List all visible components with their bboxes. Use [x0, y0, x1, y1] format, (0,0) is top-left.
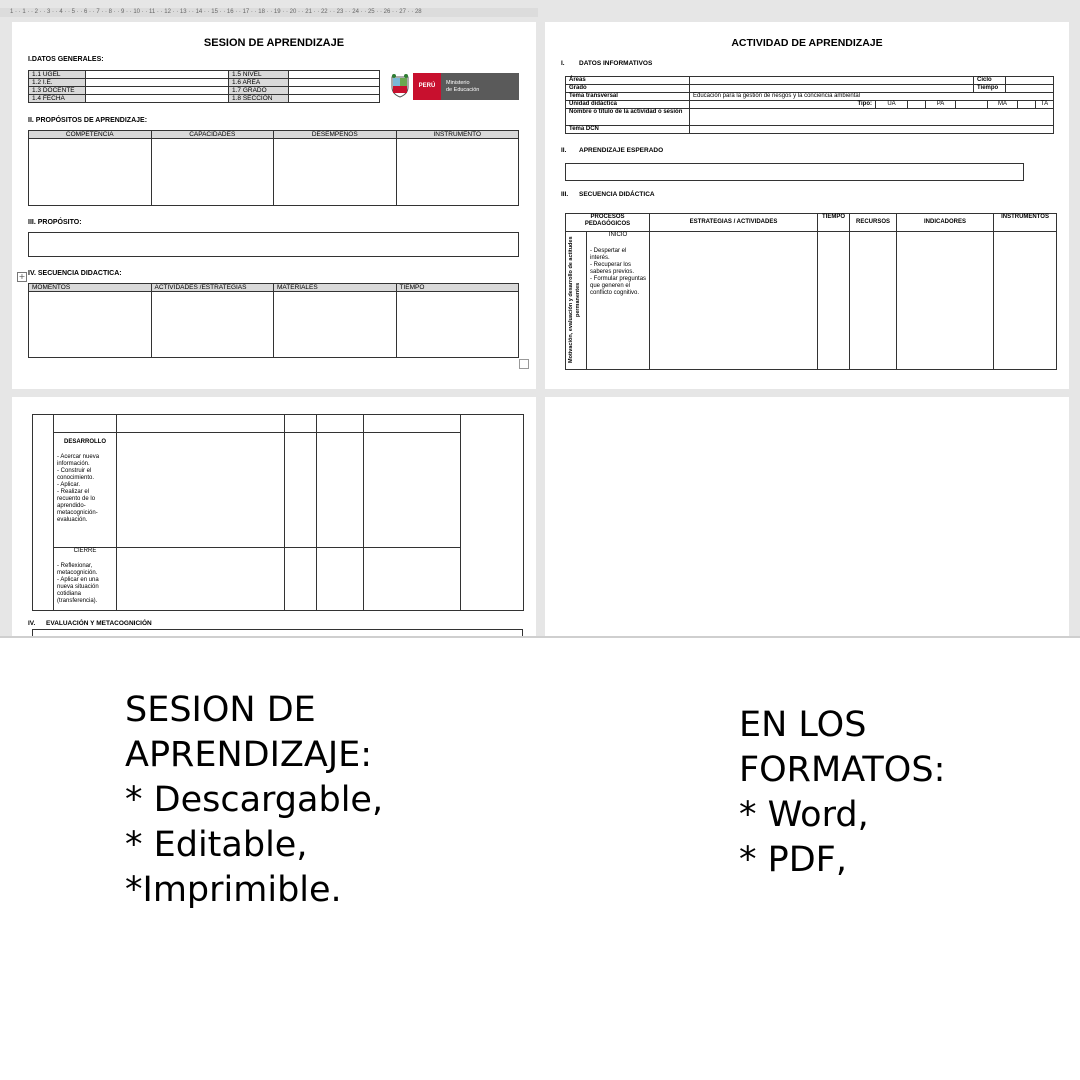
expected-learning-box[interactable]: [565, 163, 1024, 181]
column-header: PROCESOS PEDAGÓGICOS: [566, 214, 650, 232]
ministry-name-line: de Educación: [446, 86, 480, 93]
promo-line: * Editable,: [125, 825, 308, 865]
inicio-title: INICIO: [608, 232, 628, 238]
purposes-table: [28, 130, 519, 206]
table-cell-input[interactable]: [151, 139, 274, 206]
vertical-label: Motivación, evaluación y desarrollo de actitudes permanentes: [568, 236, 581, 364]
table-cell-input[interactable]: [285, 433, 317, 548]
column-header: TIEMPO: [396, 284, 519, 292]
table-cell-input[interactable]: [274, 139, 397, 206]
table-cell-label: 1.4 FECHA: [29, 95, 86, 103]
table-row: [566, 93, 1054, 101]
section-number: III.: [561, 191, 569, 198]
table-move-handle-icon[interactable]: +: [18, 272, 26, 281]
promo-line: FORMATOS:: [739, 750, 946, 790]
table-row: [566, 126, 1054, 134]
column-header: ESTRATEGIAS / ACTIVIDADES: [650, 214, 818, 232]
table-cell-input[interactable]: [117, 433, 285, 548]
table-cell-input[interactable]: [690, 77, 974, 85]
column-header: CAPACIDADES: [151, 131, 274, 139]
section-number: I.: [561, 60, 565, 67]
page-actividad-de-aprendizaje[interactable]: [545, 22, 1069, 389]
table-cell-label: Áreas: [566, 77, 690, 85]
table-cell-label: 1.6 AREA: [229, 79, 289, 87]
column-header: INDICADORES: [897, 214, 994, 232]
table-cell-input[interactable]: [86, 95, 229, 103]
didactic-sequence-table: [565, 213, 1057, 370]
option-checkbox[interactable]: [908, 101, 926, 109]
table-cell-input[interactable]: [396, 139, 519, 206]
table-cell-input[interactable]: [86, 87, 229, 95]
table-row: [29, 79, 380, 87]
table-cell-input[interactable]: [86, 79, 229, 87]
option-ua: UA: [876, 101, 908, 109]
table-cell-input[interactable]: [690, 109, 1054, 126]
informative-data-table: [565, 76, 1054, 134]
section-number: IV.: [28, 620, 36, 627]
table-cell-input[interactable]: [54, 415, 117, 433]
table-cell-input[interactable]: [289, 71, 380, 79]
page-title: ACTIVIDAD DE APRENDIZAJE: [731, 37, 883, 49]
cierre-cell: [54, 548, 117, 611]
desarrollo-title: DESARROLLO: [64, 439, 106, 445]
table-row: [33, 548, 524, 611]
list-item: - Aplicar en una nueva situación cotidiana (transferencia).: [57, 577, 113, 605]
promo-line: APRENDIZAJE:: [125, 735, 373, 775]
promo-formats: [739, 703, 1069, 883]
column-header: TIEMPO: [818, 214, 850, 232]
list-item: - Realizar el recuento de lo aprendido-metacognición-evaluación.: [57, 489, 113, 524]
table-row: [33, 433, 524, 548]
column-header: COMPETENCIA: [29, 131, 152, 139]
column-header: RECURSOS: [850, 214, 897, 232]
promo-line: SESION DE: [125, 690, 316, 730]
table-cell-label: Tipo:: [690, 101, 876, 109]
page-title: SESION DE APRENDIZAJE: [203, 37, 345, 49]
section-heading-secuencia: IV. SECUENCIA DIDACTICA:: [28, 270, 122, 277]
cierre-title: CIERRE: [73, 548, 97, 554]
peru-coat-of-arms-icon: [390, 74, 410, 98]
table-row: [566, 109, 1054, 126]
table-cell-input[interactable]: [285, 548, 317, 611]
status-bar: [0, 636, 1080, 638]
column-header: DESEMPEÑOS: [274, 131, 397, 139]
table-cell-label: 1.8 SECCIÓN: [229, 95, 289, 103]
table-row: [33, 415, 524, 433]
general-data-table: [28, 70, 380, 103]
option-checkbox[interactable]: [956, 101, 988, 109]
table-row: [566, 77, 1054, 85]
table-cell-input[interactable]: [461, 415, 524, 611]
ministry-name-line: Ministerio: [446, 80, 470, 86]
table-cell-input[interactable]: [274, 292, 397, 358]
table-cell-label: Ciclo: [974, 77, 1006, 85]
list-item: - Recuperar los saberes previos.: [590, 262, 646, 276]
table-cell-label: Tema DCN: [566, 126, 690, 134]
section-number: II.: [561, 147, 567, 154]
section-heading-proposito: III. PROPÓSITO:: [28, 219, 82, 226]
table-cell-input[interactable]: [117, 548, 285, 611]
table-cell-input[interactable]: [690, 85, 974, 93]
column-header: MOMENTOS: [29, 284, 152, 292]
column-header: ACTIVIDADES /ESTRATEGIAS: [151, 284, 274, 292]
table-cell-label: 1.3 DOCENTE: [29, 87, 86, 95]
table-cell-label: 1.2 I.E.: [29, 79, 86, 87]
section-title: APRENDIZAJE ESPERADO: [579, 147, 664, 154]
table-row: [566, 85, 1054, 93]
promo-line: * PDF,: [739, 840, 847, 880]
table-cell-input[interactable]: [364, 415, 461, 433]
table-cell-label: Tema transversal: [566, 93, 690, 101]
table-cell-label: 1.5 NIVEL: [229, 71, 289, 79]
table-cell-label: 1.1 UGEL: [29, 71, 86, 79]
table-cell-input[interactable]: [650, 232, 818, 370]
desarrollo-cell: [54, 433, 117, 548]
table-cell-value[interactable]: Educación para la gestión de riesgos y la conciencia ambiental: [690, 93, 1054, 101]
table-cell-input[interactable]: [29, 292, 152, 358]
inicio-cell: [587, 232, 650, 370]
table-cell-input[interactable]: [289, 87, 380, 95]
option-ma: MA: [988, 101, 1018, 109]
table-cell-input[interactable]: [364, 433, 461, 548]
table-header-row: [29, 284, 519, 292]
table-row: [29, 95, 380, 103]
section-title: SECUENCIA DIDÁCTICA: [579, 191, 655, 198]
didactic-sequence-continuation-table: [32, 414, 524, 611]
table-cell-input[interactable]: [818, 232, 850, 370]
table-cell-label: Tiempo: [974, 85, 1006, 93]
section-heading-datos-informativos: [561, 60, 652, 67]
list-item: - Reflexionar, metacognición.: [57, 563, 113, 577]
table-cell-input[interactable]: [897, 232, 994, 370]
table-cell-input[interactable]: [151, 292, 274, 358]
page-sesion-de-aprendizaje[interactable]: [12, 22, 536, 389]
table-cell-input[interactable]: [690, 126, 1054, 134]
promo-description: [125, 688, 565, 913]
table-cell-input[interactable]: [364, 548, 461, 611]
table-cell-input[interactable]: [850, 232, 897, 370]
table-cell-input[interactable]: [285, 415, 317, 433]
table-row: [29, 87, 380, 95]
option-pa: PA: [926, 101, 956, 109]
sequence-table: [28, 283, 519, 358]
table-cell-label: Nombre o título de la actividad o sesión: [566, 109, 690, 126]
section-heading-secuencia-didactica: [561, 191, 655, 198]
option-ta: TA: [1036, 101, 1054, 109]
ministry-logo: [390, 72, 520, 102]
peru-label: PERÚ: [413, 73, 441, 100]
vertical-label-cell: [566, 232, 587, 370]
table-row: [566, 101, 1054, 109]
page-blank[interactable]: [545, 397, 1069, 638]
list-item: - Aplicar.: [57, 482, 113, 489]
section-heading-datos-generales: I.DATOS GENERALES:: [28, 56, 104, 63]
table-header-row: [566, 214, 1057, 232]
table-cell-input[interactable]: [1006, 77, 1054, 85]
promo-line: *Imprimible.: [125, 870, 342, 910]
section-heading-propositos: II. PROPÓSITOS DE APRENDIZAJE:: [28, 117, 148, 124]
table-header-row: [29, 131, 519, 139]
promo-line: * Word,: [739, 795, 869, 835]
table-row: [29, 292, 519, 358]
table-cell-label: Grado: [566, 85, 690, 93]
column-header: MATERIALES: [274, 284, 397, 292]
section-title: DATOS INFORMATIVOS: [579, 60, 653, 67]
section-heading-aprendizaje-esperado: [561, 147, 663, 154]
column-header: INSTRUMENTO: [396, 131, 519, 139]
promo-line: EN LOS: [739, 705, 867, 745]
ministry-name: [441, 73, 519, 100]
vertical-label-cell: [33, 415, 54, 611]
table-cell-input[interactable]: [289, 79, 380, 87]
table-cell-input[interactable]: [86, 71, 229, 79]
table-cell-label: 1.7 GRADO: [229, 87, 289, 95]
table-cell-input[interactable]: [117, 415, 285, 433]
section-title: EVALUACIÓN Y METACOGNICIÓN: [46, 620, 152, 627]
list-item: - Acercar nueva información.: [57, 454, 113, 468]
page-secuencia-continuacion[interactable]: [12, 397, 536, 638]
table-row: [29, 139, 519, 206]
option-checkbox[interactable]: [1018, 101, 1036, 109]
ruler: 1 · · 1 · · 2 · · 3 · · 4 · · 5 · · 6 · · 7 · · 8 · · 9 · · 10 · · 11 · · 12 · · 13 · · 14 · · 15 · · 16 · · 17 · · 18 · · 19 · · 20 · · 21 · · 22 · · 23 · · 24 · · 25 · · 26 · · 27 · · 28: [0, 8, 538, 17]
table-cell-label: Unidad didáctica: [566, 101, 690, 109]
list-item: - Despertar el interés.: [590, 248, 646, 262]
list-item: - Construir el conocimiento.: [57, 468, 113, 482]
column-header: INSTRUMENTOS: [994, 214, 1057, 232]
list-item: - Formular preguntas que generen el conflicto cognitivo.: [590, 276, 646, 297]
table-cell-input[interactable]: [317, 433, 364, 548]
table-cell-input[interactable]: [289, 95, 380, 103]
table-cell-input[interactable]: [396, 292, 519, 358]
purpose-box[interactable]: [28, 232, 519, 257]
table-resize-handle-icon[interactable]: [519, 359, 529, 369]
table-cell-input[interactable]: [1006, 85, 1054, 93]
table-cell-input[interactable]: [994, 232, 1057, 370]
promo-line: * Descargable,: [125, 780, 384, 820]
table-cell-input[interactable]: [29, 139, 152, 206]
table-cell-input[interactable]: [317, 415, 364, 433]
table-cell-input[interactable]: [317, 548, 364, 611]
section-heading-evaluacion: [28, 620, 152, 627]
table-row: [566, 232, 1057, 370]
table-row: [29, 71, 380, 79]
